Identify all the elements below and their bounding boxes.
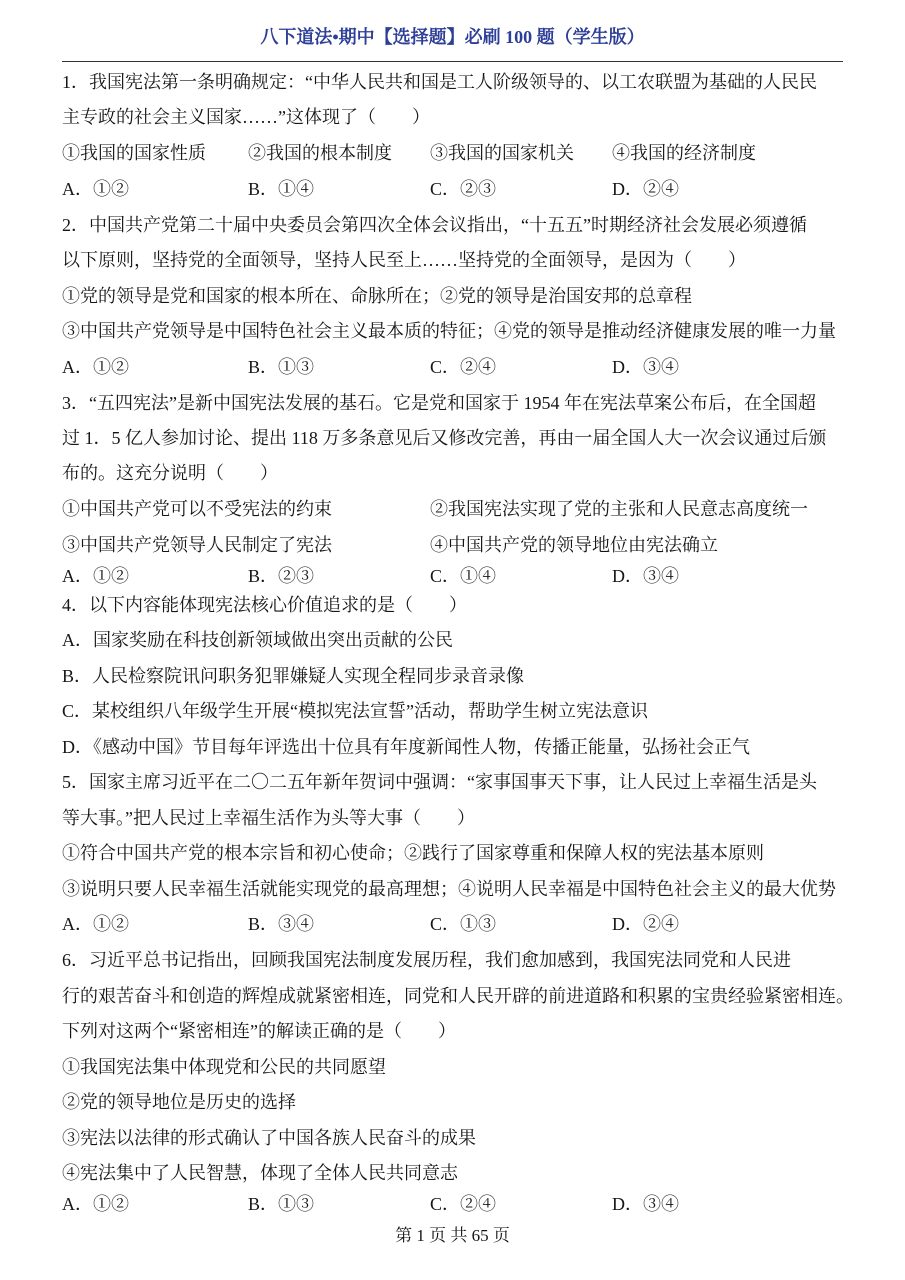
question-stem-line: 3．“五四宪法”是新中国宪法发展的基石。它是党和国家于 1954 年在宪法草案公布后，在全国超	[62, 393, 816, 413]
question-stem-line: 行的艰苦奋斗和创造的辉煌成就紧密相连，同党和人民开辟的前进道路和积累的宝贵经验紧密相连。	[62, 986, 854, 1006]
question-stem-line: 布的。这充分说明（ ）	[62, 463, 278, 483]
statement-item: ③我国的国家机关	[430, 143, 574, 163]
question-stem-line: 4．以下内容能体现宪法核心价值追求的是（ ）	[62, 595, 467, 615]
statement-item: ④我国的经济制度	[612, 143, 756, 163]
statement-item: ①中国共产党可以不受宪法的约束	[62, 499, 332, 519]
answer-option: D．③④	[612, 357, 679, 377]
statement-item: ②党的领导地位是历史的选择	[62, 1092, 296, 1112]
answer-option: B．①④	[248, 179, 315, 199]
answer-option: C．②④	[430, 357, 497, 377]
question-stem-line: 2．中国共产党第二十届中央委员会第四次全体会议指出，“十五五”时期经济社会发展必须遵循	[62, 215, 807, 235]
answer-option: A．①②	[62, 1194, 129, 1214]
question-stem-line: 6．习近平总书记指出，回顾我国宪法制度发展历程，我们愈加感到，我国宪法同党和人民进	[62, 950, 791, 970]
answer-option: C．某校组织八年级学生开展“模拟宪法宣誓”活动，帮助学生树立宪法意识	[62, 701, 648, 721]
statement-item: ①符合中国共产党的根本宗旨和初心使命；②践行了国家尊重和保障人权的宪法基本原则	[62, 843, 764, 863]
answer-option: A．①②	[62, 357, 129, 377]
answer-option: C．①④	[430, 566, 497, 586]
answer-option: B．③④	[248, 914, 315, 934]
answer-option: D．③④	[612, 1194, 679, 1214]
answer-option: A．①②	[62, 179, 129, 199]
answer-option: A．①②	[62, 566, 129, 586]
page-number-footer: 第 1 页 共 65 页	[395, 1226, 510, 1245]
answer-option: D．《感动中国》节目每年评选出十位具有年度新闻性人物，传播正能量，弘扬社会正气	[62, 737, 750, 757]
answer-option: C．②④	[430, 1194, 497, 1214]
answer-option: C．①③	[430, 914, 497, 934]
statement-item: ①我国的国家性质	[62, 143, 206, 163]
answer-option: D．②④	[612, 914, 679, 934]
question-stem-line: 1．我国宪法第一条明确规定：“中华人民共和国是工人阶级领导的、以工农联盟为基础的人民民	[62, 72, 817, 92]
answer-option: C．②③	[430, 179, 497, 199]
statement-item: ③宪法以法律的形式确认了中国各族人民奋斗的成果	[62, 1128, 476, 1148]
answer-option: B．②③	[248, 566, 315, 586]
statement-item: ④中国共产党的领导地位由宪法确立	[430, 535, 718, 555]
answer-option: B．①③	[248, 1194, 315, 1214]
statement-item: ③中国共产党领导是中国特色社会主义最本质的特征；④党的领导是推动经济健康发展的唯一力量	[62, 321, 836, 341]
header-divider	[62, 61, 843, 62]
question-stem-line: 以下原则，坚持党的全面领导，坚持人民至上……坚持党的全面领导，是因为（ ）	[62, 250, 746, 270]
statement-item: ①党的领导是党和国家的根本所在、命脉所在；②党的领导是治国安邦的总章程	[62, 286, 692, 306]
page-header-title: 八下道法•期中【选择题】必刷 100 题（学生版）	[260, 27, 645, 47]
question-stem-line: 过 1．5 亿人参加讨论、提出 118 万多条意见后又修改完善，再由一届全国人大一次会议通过后颁	[62, 428, 827, 448]
answer-option: D．③④	[612, 566, 679, 586]
answer-option: B．①③	[248, 357, 315, 377]
question-stem-line: 5．国家主席习近平在二〇二五年新年贺词中强调：“家事国事天下事，让人民过上幸福生活是头	[62, 772, 817, 792]
statement-item: ③说明只要人民幸福生活就能实现党的最高理想；④说明人民幸福是中国特色社会主义的最大优势	[62, 879, 836, 899]
statement-item: ④宪法集中了人民智慧，体现了全体人民共同意志	[62, 1163, 458, 1183]
answer-option: A．①②	[62, 914, 129, 934]
question-stem-line: 下列对这两个“紧密相连”的解读正确的是（ ）	[62, 1021, 456, 1041]
question-stem-line: 主专政的社会主义国家……”这体现了（ ）	[62, 107, 430, 127]
answer-option: A．国家奖励在科技创新领域做出突出贡献的公民	[62, 630, 453, 650]
statement-item: ②我国宪法实现了党的主张和人民意志高度统一	[430, 499, 808, 519]
question-stem-line: 等大事。”把人民过上幸福生活作为头等大事（ ）	[62, 808, 475, 828]
statement-item: ②我国的根本制度	[248, 143, 392, 163]
answer-option: D．②④	[612, 179, 679, 199]
statement-item: ③中国共产党领导人民制定了宪法	[62, 535, 332, 555]
statement-item: ①我国宪法集中体现党和公民的共同愿望	[62, 1057, 386, 1077]
answer-option: B．人民检察院讯问职务犯罪嫌疑人实现全程同步录音录像	[62, 666, 525, 686]
